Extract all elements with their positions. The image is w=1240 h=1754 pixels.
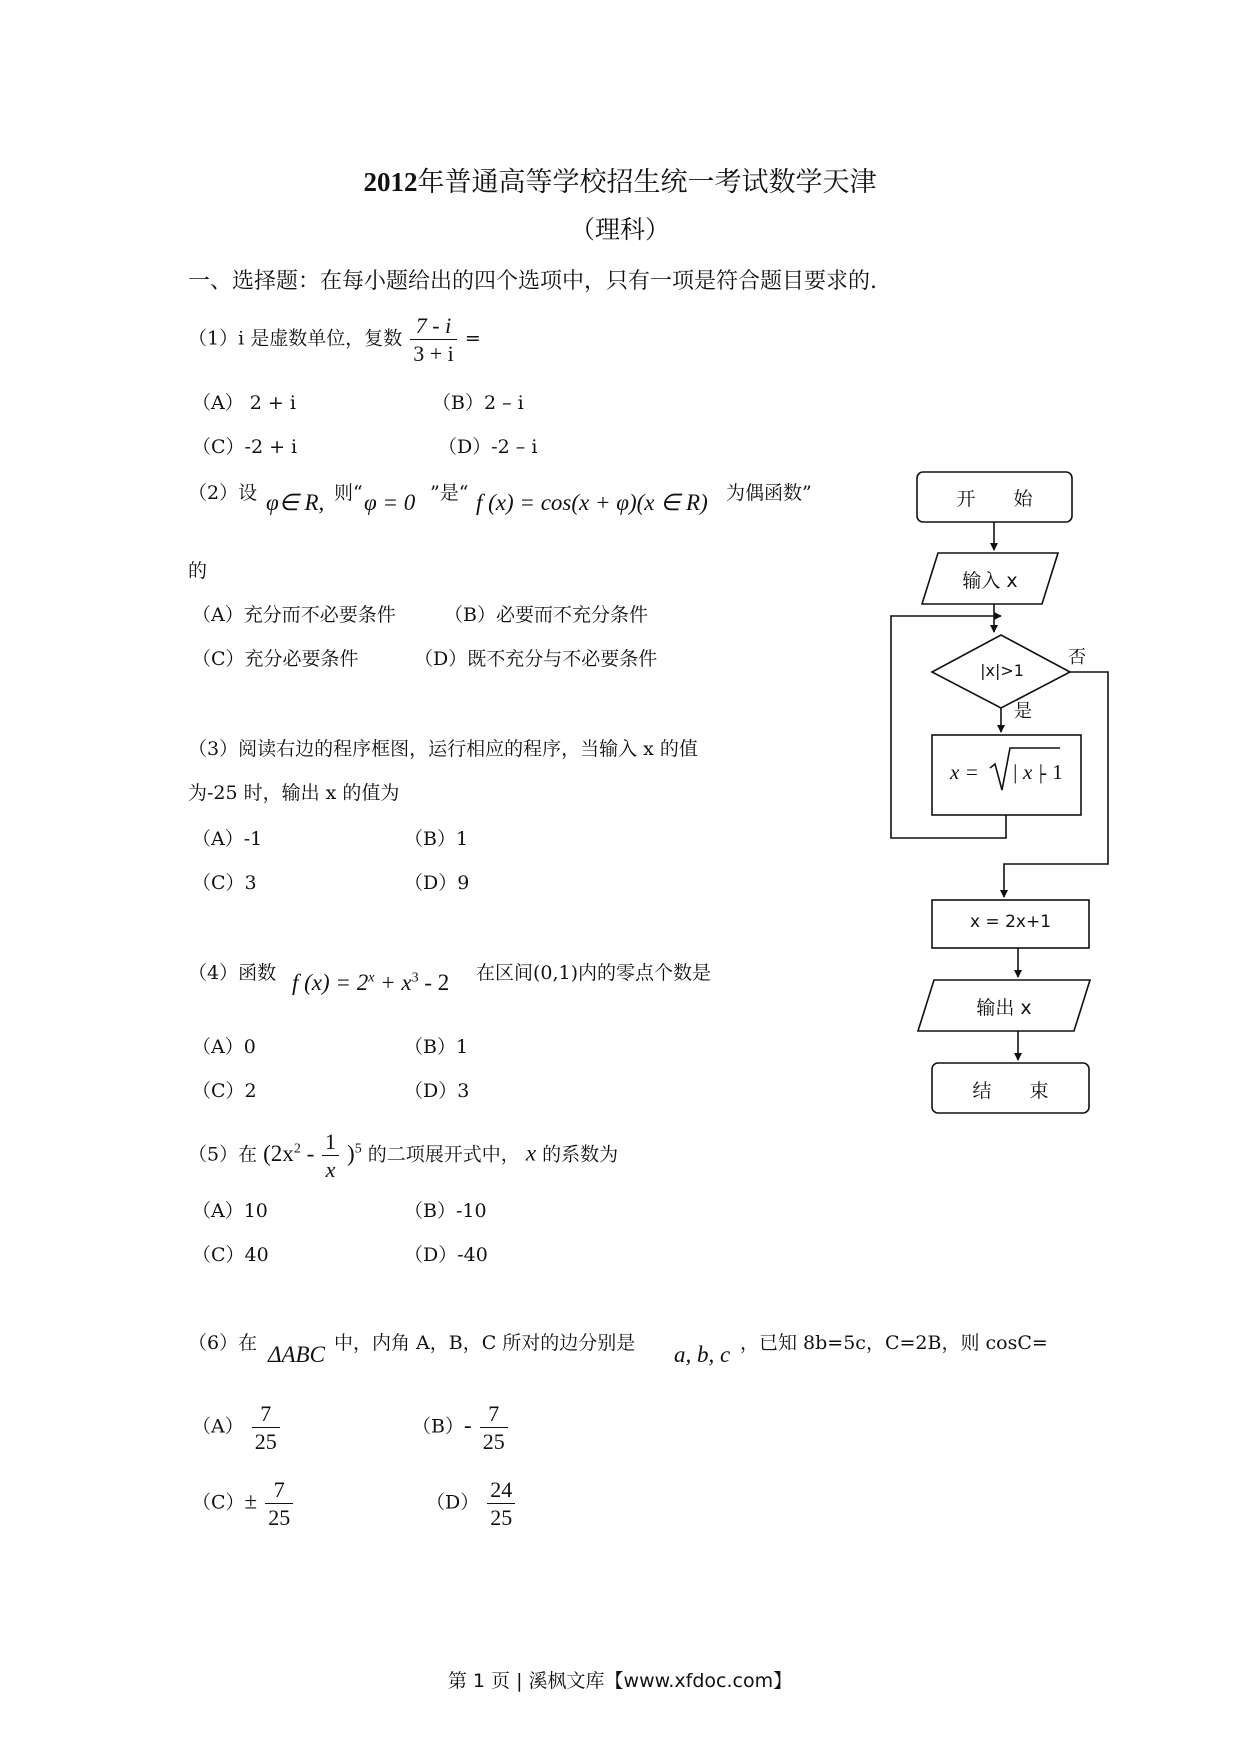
q4-math-plus-x: + x — [374, 970, 412, 995]
q2-option-a: （A）充分而不必要条件 — [192, 604, 396, 626]
flow-input-label: 输入 x — [962, 570, 1018, 592]
flow-assign-rhs: - 1 — [1040, 760, 1063, 784]
q3-option-d: （D）9 — [404, 872, 470, 894]
q6-option-b-num: 7 — [480, 1400, 508, 1428]
q1-option-c: （C）-2 + i — [192, 436, 298, 458]
q3-line-1: （3）阅读右边的程序框图，运行相应的程序，当输入 x 的值 — [188, 738, 698, 760]
q5-prefix: （5）在 — [188, 1143, 258, 1166]
q1-frac-num: 7 - i — [410, 312, 457, 340]
q6-suffix: ，已知 8b=5c，C=2B，则 cosC= — [740, 1332, 1048, 1354]
q4-math-minus-2: - 2 — [418, 970, 450, 995]
q5-frac-den: x — [325, 1157, 336, 1182]
q1-suffix: = — [464, 327, 481, 350]
q5-sup-2: 2 — [293, 1140, 301, 1156]
q2-prefix: （2）设 — [188, 482, 258, 504]
q6-option-c-num: 7 — [265, 1476, 293, 1504]
q6-option-c-label: （C） — [192, 1491, 245, 1514]
flow-output-label: 输出 x — [976, 997, 1032, 1019]
q6-option-a-den: 25 — [254, 1429, 277, 1454]
q4-sup-x: x — [368, 970, 375, 986]
q6-option-b-label: （B） — [412, 1415, 464, 1438]
flow-step-label: x = 2x+1 — [969, 912, 1052, 932]
q2-option-c: （C）充分必要条件 — [192, 648, 359, 670]
q5-expr-a: (2x — [263, 1140, 294, 1166]
q6-option-d-den: 25 — [490, 1505, 513, 1530]
q4-option-a: （A）0 — [192, 1036, 256, 1058]
q2-mid1: 则“ — [334, 482, 363, 504]
q6-option-c-sign: ± — [244, 1488, 258, 1514]
flow-assign-lhs: x = — [950, 760, 979, 784]
q1-option-b: （B）2 – i — [432, 392, 524, 414]
q6-option-a-num: 7 — [252, 1400, 280, 1428]
q2-math-phi-in-r: φ∈ R, — [266, 490, 325, 515]
q4-option-c: （C）2 — [192, 1080, 257, 1102]
flow-loop-arrow — [891, 616, 1006, 838]
q4-sup-3: 3 — [411, 970, 419, 986]
flow-start-label: 开 始 — [956, 488, 1033, 510]
q4-prefix: （4）函数 — [188, 962, 277, 984]
q2-option-d: （D）既不充分与不必要条件 — [414, 648, 658, 670]
q6-option-b-den: 25 — [482, 1429, 505, 1454]
q5-frac-num: 1 — [322, 1128, 339, 1156]
q2-suffix: 为偶函数” — [726, 482, 812, 504]
flow-no-label: 否 — [1068, 647, 1086, 668]
q6-option-b-sign: - — [463, 1412, 472, 1438]
q5-option-a: （A）10 — [192, 1200, 268, 1222]
q2-mid2: ”是“ — [430, 482, 469, 504]
q5-sup-5: 5 — [354, 1140, 362, 1156]
q3-option-b: （B）1 — [404, 828, 469, 850]
q5-option-d: （D）-40 — [404, 1244, 488, 1266]
q3-option-c: （C）3 — [192, 872, 257, 894]
flow-assign-radicand: | x | — [1012, 760, 1044, 784]
q5-option-b: （B）-10 — [404, 1200, 487, 1222]
q6-mid: 中，内角 A，B，C 所对的边分别是 — [334, 1332, 636, 1354]
q5-expr-b: - — [300, 1140, 320, 1166]
q6-option-d-label: （D） — [426, 1491, 480, 1514]
page-footer: 第 1 页 | 溪枫文库【www.xfdoc.com】 — [447, 1670, 793, 1692]
flow-condition-label: |x|>1 — [980, 661, 1024, 680]
q5-mid: 的二项展开式中， — [367, 1143, 520, 1166]
q6-triangle: ΔABC — [268, 1342, 325, 1367]
q5-suffix: 的系数为 — [542, 1143, 619, 1166]
flow-yes-label: 是 — [1014, 701, 1032, 722]
flow-end-label: 结 束 — [972, 1080, 1049, 1102]
title-text: 年普通高等学校招生统一考试数学天津 — [417, 167, 877, 198]
q3-line-2: 为-25 时，输出 x 的值为 — [188, 782, 400, 804]
q1-option-a: （A） 2 + i — [192, 392, 296, 414]
q6-option-d-num: 24 — [487, 1476, 515, 1504]
q6-prefix: （6）在 — [188, 1332, 258, 1354]
q6-option-a-label: （A） — [192, 1415, 244, 1438]
q4-option-d: （D）3 — [404, 1080, 470, 1102]
q2-math-phi-zero: φ = 0 — [364, 490, 416, 515]
q4-math-f: f (x) = 2 — [292, 970, 369, 995]
q6-option-c-den: 25 — [268, 1505, 291, 1530]
q1-prefix: （1）i 是虚数单位，复数 — [188, 327, 403, 350]
q2-math-function: f (x) = cos(x + φ)(x ∈ R) — [476, 490, 708, 515]
q4-suffix: 在区间(0,1)内的零点个数是 — [476, 962, 712, 984]
title-year: 2012 — [363, 167, 418, 197]
q5-expr-c: ) — [347, 1140, 355, 1166]
q3-option-a: （A）-1 — [192, 828, 263, 850]
q5-option-c: （C）40 — [192, 1244, 269, 1266]
q6-abc: a, b, c — [674, 1342, 731, 1367]
q5-var: x — [525, 1140, 537, 1166]
q1-option-d: （D）-2 – i — [438, 436, 538, 458]
q2-option-b: （B）必要而不充分条件 — [444, 604, 648, 626]
page-subtitle: （理科） — [569, 215, 670, 244]
q4-option-b: （B）1 — [404, 1036, 469, 1058]
section-heading: 一、选择题：在每小题给出的四个选项中，只有一项是符合题目要求的. — [188, 269, 877, 294]
q2-tail: 的 — [188, 560, 208, 582]
q1-frac-den: 3 + i — [413, 341, 454, 366]
